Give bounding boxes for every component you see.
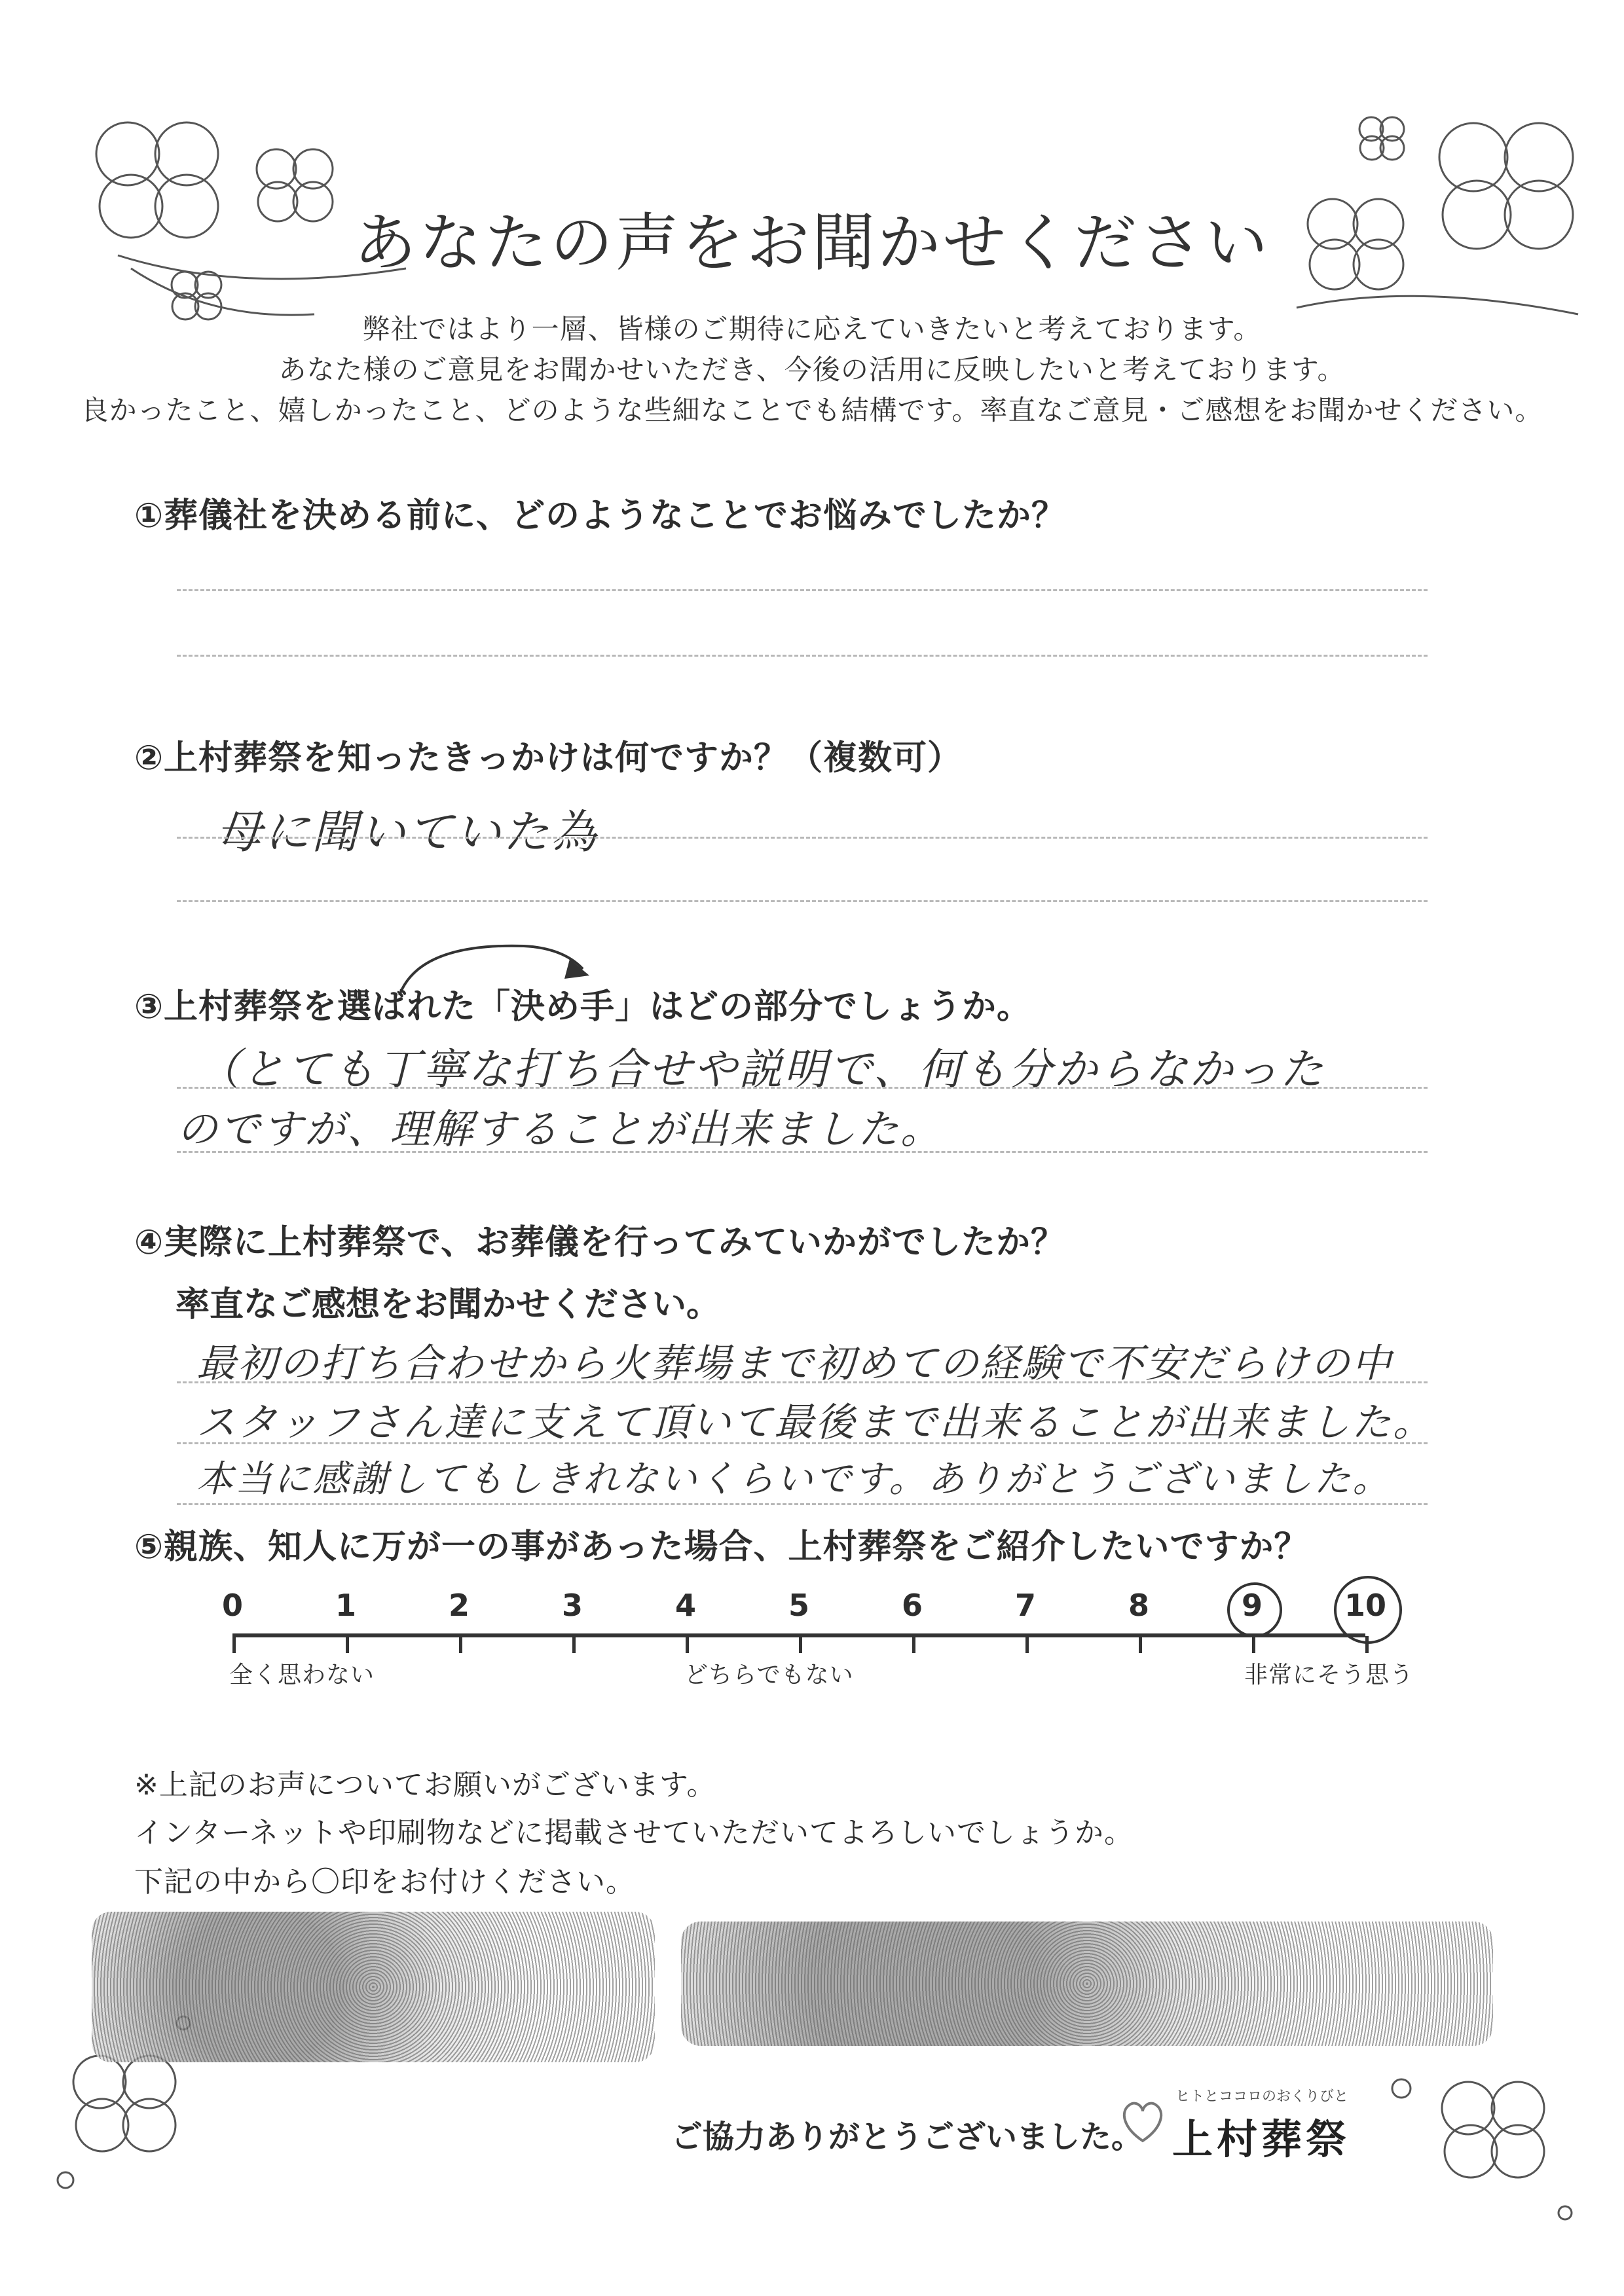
answer-2-handwriting[interactable]: 母に聞いていた為	[216, 805, 599, 859]
brand-name: 上村葬祭	[1172, 2115, 1351, 2163]
rating-scale-axis	[232, 1633, 1365, 1637]
answer-line	[177, 655, 1428, 657]
scale-tick-label-6[interactable]: 6	[901, 1588, 923, 1623]
answer-4-handwriting-line-1[interactable]: 最初の打ち合わせから火葬場まで初めての経験で不安だらけの中	[196, 1341, 1393, 1387]
intro-line-1: 弊社ではより一層、皆様のご期待に応えていきたいと考えております。	[362, 313, 1262, 345]
scale-tick	[912, 1636, 915, 1653]
scale-tick-label-9[interactable]: 9	[1241, 1588, 1263, 1623]
question-4: ④実際に上村葬祭で、お葬儀を行ってみていかがでしたか？	[134, 1223, 1065, 1262]
answer-line	[177, 1087, 1428, 1089]
note-line-3: 下記の中から〇印をお付けください。	[134, 1865, 635, 1899]
answer-4-handwriting-line-3[interactable]: 本当に感謝してもしきれないくらいです。ありがとうございました。	[196, 1458, 1392, 1501]
redacted-area-right	[681, 1922, 1493, 2046]
question-2: ②上村葬祭を知ったきっかけは何ですか？（複数可）	[134, 738, 963, 778]
question-5: ⑤親族、知人に万が一の事があった場合、上村葬祭をご紹介したいですか？	[134, 1527, 1309, 1567]
scale-middle-label: どちらでもない	[684, 1662, 854, 1688]
scale-tick-label-3[interactable]: 3	[561, 1588, 583, 1623]
answer-line	[177, 1442, 1428, 1444]
scale-tick-label-8[interactable]: 8	[1128, 1588, 1149, 1623]
scale-tick-label-2[interactable]: 2	[448, 1588, 470, 1623]
scale-tick-label-5[interactable]: 5	[788, 1588, 809, 1623]
scale-tick-label-7[interactable]: 7	[1014, 1588, 1036, 1623]
intro-line-2: あなた様のご意見をお聞かせいただき、今後の活用に反映したいと考えております。	[278, 354, 1346, 386]
note-line-1: ※上記のお声についてお願いがございます。	[134, 1768, 716, 1802]
answer-4-handwriting-line-2[interactable]: スタッフさん達に支えて頂いて最後まで出来ることが出来ました。	[196, 1400, 1434, 1446]
answer-line	[177, 1151, 1428, 1153]
brand-tagline: ヒトとココロのおくりびと	[1175, 2088, 1349, 2105]
page-title: あなたの声をお聞かせください	[354, 206, 1270, 280]
note-line-2: インターネットや印刷物などに掲載させていただいてよろしいでしょうか。	[134, 1816, 1134, 1850]
scale-tick-label-1[interactable]: 1	[335, 1588, 356, 1623]
scale-tick	[799, 1636, 802, 1653]
scale-left-label: 全く思わない	[229, 1662, 375, 1688]
answer-3-handwriting-line-2[interactable]: のですが、理解することが出来ました。	[177, 1105, 944, 1153]
scale-tick	[1025, 1636, 1029, 1653]
scale-tick	[346, 1636, 349, 1653]
heart-logo-icon	[1116, 2095, 1169, 2147]
question-3: ③上村葬祭を選ばれた「決め手」はどの部分でしょうか。	[134, 987, 1032, 1027]
answer-line	[177, 589, 1428, 591]
scale-tick-label-0[interactable]: 0	[221, 1588, 243, 1623]
answer-line	[177, 1503, 1428, 1505]
scale-selection-circle-9	[1227, 1582, 1282, 1637]
intro-line-3: 良かったこと、嬉しかったこと、どのような些細なことでも結構です。率直なご意見・ご感想をお聞かせください。	[81, 394, 1543, 426]
scale-tick	[572, 1636, 576, 1653]
question-4-subtitle: 率直なご感想をお聞かせください。	[175, 1285, 721, 1324]
clover-decoration-bottom-right	[1375, 2049, 1585, 2246]
scale-tick	[459, 1636, 462, 1653]
answer-line	[177, 837, 1428, 839]
scale-tick	[686, 1636, 689, 1653]
scale-tick	[1252, 1636, 1255, 1653]
scale-selection-circle-10	[1334, 1576, 1402, 1644]
footer-thanks: ご協力ありがとうございました。	[671, 2119, 1143, 2155]
scale-tick-label-10[interactable]: 10	[1344, 1588, 1386, 1623]
scale-tick-label-4[interactable]: 4	[674, 1588, 696, 1623]
scale-right-label: 非常にそう思う	[1244, 1662, 1414, 1688]
scale-tick	[232, 1636, 236, 1653]
scale-tick	[1139, 1636, 1142, 1653]
answer-line	[177, 1381, 1428, 1383]
answer-3-handwriting-line-1[interactable]: （とても丁寧な打ち合せや説明で、何も分からなかった	[196, 1044, 1325, 1095]
answer-line	[177, 900, 1428, 902]
redacted-area-left	[92, 1912, 655, 2062]
question-1: ①葬儀社を決める前に、どのようなことでお悩みでしたか？	[134, 496, 1067, 536]
